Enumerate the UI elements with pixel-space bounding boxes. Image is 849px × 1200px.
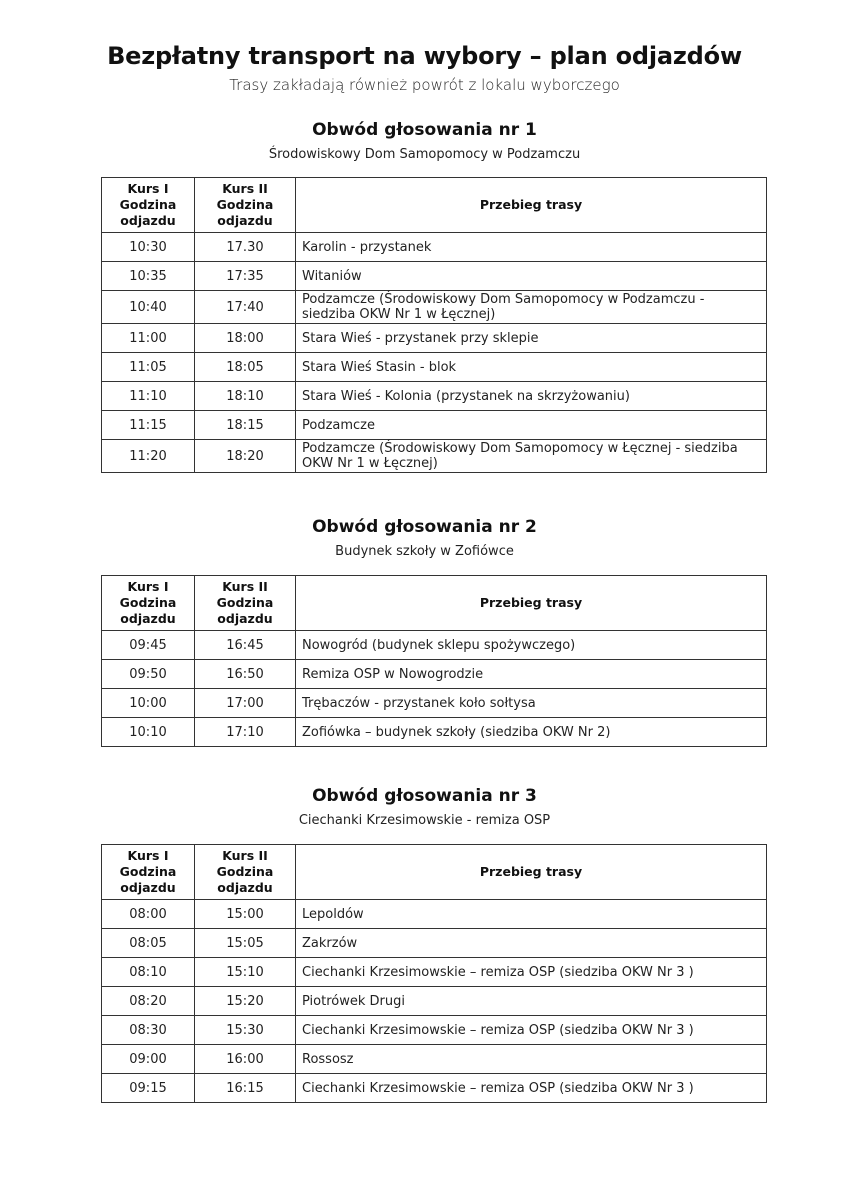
table-row bbox=[102, 900, 767, 929]
kurs-1-time: 10:10 bbox=[102, 718, 195, 747]
kurs-1-time: 09:45 bbox=[102, 631, 195, 660]
table-row bbox=[102, 1045, 767, 1074]
section-title: Obwód głosowania nr 3 bbox=[312, 786, 537, 806]
route-description: Rossosz bbox=[296, 1045, 767, 1074]
kurs-1-time: 08:20 bbox=[102, 987, 195, 1016]
section-location: Środowiskowy Dom Samopomocy w Podzamczu bbox=[268, 147, 581, 162]
route-description: Karolin - przystanek bbox=[296, 233, 767, 262]
route-description: Ciechanki Krzesimowskie – remiza OSP (siedziba OKW Nr 3 ) bbox=[296, 1074, 767, 1103]
kurs-2-time: 15:05 bbox=[195, 929, 296, 958]
kurs-1-time: 11:20 bbox=[102, 440, 195, 473]
schedule-table bbox=[101, 844, 767, 1103]
table-row bbox=[102, 353, 767, 382]
table-row bbox=[102, 233, 767, 262]
table-header-row bbox=[102, 845, 767, 900]
kurs-2-time: 17.30 bbox=[195, 233, 296, 262]
kurs-2-time: 18:20 bbox=[195, 440, 296, 473]
kurs-2-time: 17:40 bbox=[195, 291, 296, 324]
kurs-1-time: 10:30 bbox=[102, 233, 195, 262]
header-route: Przebieg trasy bbox=[296, 576, 767, 631]
route-description: Stara Wieś Stasin - blok bbox=[296, 353, 767, 382]
table-row bbox=[102, 262, 767, 291]
kurs-2-time: 18:05 bbox=[195, 353, 296, 382]
header-route: Przebieg trasy bbox=[296, 845, 767, 900]
kurs-2-time: 17:00 bbox=[195, 689, 296, 718]
kurs-2-time: 17:10 bbox=[195, 718, 296, 747]
header-kurs-2: Kurs II Godzina odjazdu bbox=[195, 576, 296, 631]
kurs-2-time: 18:00 bbox=[195, 324, 296, 353]
table-row bbox=[102, 718, 767, 747]
header-kurs-1: Kurs I Godzina odjazdu bbox=[102, 845, 195, 900]
kurs-2-time: 15:20 bbox=[195, 987, 296, 1016]
section-location: Budynek szkoły w Zofiówce bbox=[335, 544, 514, 559]
header-kurs-1: Kurs I Godzina odjazdu bbox=[102, 178, 195, 233]
table-row bbox=[102, 689, 767, 718]
kurs-2-time: 15:10 bbox=[195, 958, 296, 987]
header-kurs-2: Kurs II Godzina odjazdu bbox=[195, 845, 296, 900]
table-header-row bbox=[102, 576, 767, 631]
kurs-2-time: 16:50 bbox=[195, 660, 296, 689]
table-row bbox=[102, 958, 767, 987]
kurs-1-time: 11:05 bbox=[102, 353, 195, 382]
page-title: Bezpłatny transport na wybory – plan odjazdów bbox=[107, 42, 742, 70]
header-kurs-1: Kurs I Godzina odjazdu bbox=[102, 576, 195, 631]
route-description: Podzamcze bbox=[296, 411, 767, 440]
kurs-2-time: 16:15 bbox=[195, 1074, 296, 1103]
header-route: Przebieg trasy bbox=[296, 178, 767, 233]
route-description: Zofiówka – budynek szkoły (siedziba OKW Nr 2) bbox=[296, 718, 767, 747]
section-title: Obwód głosowania nr 1 bbox=[312, 120, 537, 140]
route-description: Ciechanki Krzesimowskie – remiza OSP (siedziba OKW Nr 3 ) bbox=[296, 1016, 767, 1045]
kurs-1-time: 08:05 bbox=[102, 929, 195, 958]
page-subtitle: Trasy zakładają również powrót z lokalu wyborczego bbox=[229, 76, 620, 94]
kurs-1-time: 08:00 bbox=[102, 900, 195, 929]
route-description: Stara Wieś - przystanek przy sklepie bbox=[296, 324, 767, 353]
table-row bbox=[102, 660, 767, 689]
table-header-row bbox=[102, 178, 767, 233]
kurs-2-time: 15:00 bbox=[195, 900, 296, 929]
table-row bbox=[102, 1016, 767, 1045]
table-row bbox=[102, 929, 767, 958]
kurs-2-time: 18:10 bbox=[195, 382, 296, 411]
kurs-1-time: 08:30 bbox=[102, 1016, 195, 1045]
kurs-1-time: 10:35 bbox=[102, 262, 195, 291]
table-row bbox=[102, 1074, 767, 1103]
kurs-1-time: 10:40 bbox=[102, 291, 195, 324]
route-description: Lepoldów bbox=[296, 900, 767, 929]
table-row bbox=[102, 291, 767, 324]
section-location: Ciechanki Krzesimowskie - remiza OSP bbox=[298, 813, 551, 828]
kurs-2-time: 16:00 bbox=[195, 1045, 296, 1074]
table-row bbox=[102, 987, 767, 1016]
kurs-2-time: 15:30 bbox=[195, 1016, 296, 1045]
kurs-2-time: 16:45 bbox=[195, 631, 296, 660]
kurs-1-time: 09:15 bbox=[102, 1074, 195, 1103]
schedule-table bbox=[101, 575, 767, 747]
kurs-1-time: 10:00 bbox=[102, 689, 195, 718]
table-row bbox=[102, 440, 767, 473]
route-description: Podzamcze (Środowiskowy Dom Samopomocy w Łęcznej - siedziba OKW Nr 1 w Łęcznej) bbox=[296, 440, 767, 473]
route-description: Ciechanki Krzesimowskie – remiza OSP (siedziba OKW Nr 3 ) bbox=[296, 958, 767, 987]
table-row bbox=[102, 382, 767, 411]
kurs-1-time: 09:50 bbox=[102, 660, 195, 689]
header-kurs-2: Kurs II Godzina odjazdu bbox=[195, 178, 296, 233]
route-description: Piotrówek Drugi bbox=[296, 987, 767, 1016]
section-title: Obwód głosowania nr 2 bbox=[312, 517, 537, 537]
table-row bbox=[102, 411, 767, 440]
schedule-table bbox=[101, 177, 767, 473]
kurs-2-time: 17:35 bbox=[195, 262, 296, 291]
route-description: Witaniów bbox=[296, 262, 767, 291]
route-description: Podzamcze (Środowiskowy Dom Samopomocy w Podzamczu - siedziba OKW Nr 1 w Łęcznej) bbox=[296, 291, 767, 324]
kurs-1-time: 11:15 bbox=[102, 411, 195, 440]
route-description: Zakrzów bbox=[296, 929, 767, 958]
route-description: Stara Wieś - Kolonia (przystanek na skrzyżowaniu) bbox=[296, 382, 767, 411]
route-description: Nowogród (budynek sklepu spożywczego) bbox=[296, 631, 767, 660]
table-row bbox=[102, 324, 767, 353]
kurs-1-time: 08:10 bbox=[102, 958, 195, 987]
kurs-1-time: 11:10 bbox=[102, 382, 195, 411]
route-description: Trębaczów - przystanek koło sołtysa bbox=[296, 689, 767, 718]
kurs-1-time: 09:00 bbox=[102, 1045, 195, 1074]
kurs-1-time: 11:00 bbox=[102, 324, 195, 353]
route-description: Remiza OSP w Nowogrodzie bbox=[296, 660, 767, 689]
table-row bbox=[102, 631, 767, 660]
kurs-2-time: 18:15 bbox=[195, 411, 296, 440]
